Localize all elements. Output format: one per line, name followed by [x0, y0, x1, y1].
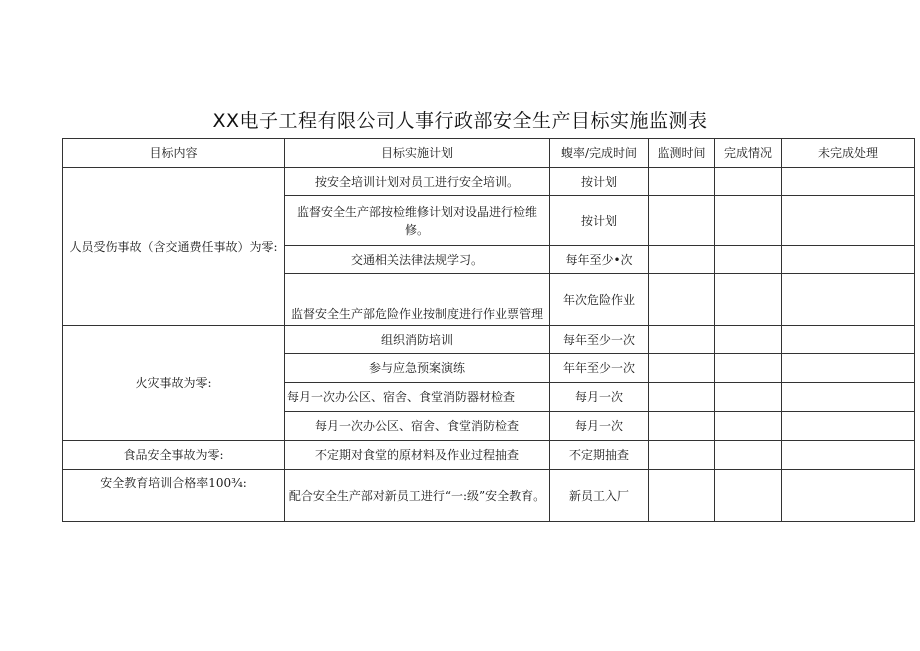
handling-cell	[782, 274, 915, 326]
monitor-time-cell	[649, 326, 715, 354]
handling-cell	[782, 326, 915, 354]
header-status: 完成情况	[715, 139, 782, 168]
status-cell	[715, 470, 782, 522]
frequency-cell: 新员工入厂	[550, 470, 649, 522]
frequency-cell: 年次危险作业	[550, 274, 649, 326]
plan-cell: 每月一次办公区、宿舍、食堂消防检查	[285, 412, 550, 441]
header-plan: 目标实施计划	[285, 139, 550, 168]
handling-cell	[782, 354, 915, 383]
plan-cell: 交通相关法律法规学习。	[285, 246, 550, 274]
header-frequency: 蝮率/完成时间	[550, 139, 649, 168]
page-title: XX电子工程有限公司人事行政部安全生产目标实施监测表	[212, 110, 708, 132]
plan-cell: 不定期对食堂的原材料及作业过程抽查	[285, 441, 550, 470]
monitor-time-cell	[649, 354, 715, 383]
frequency-cell: 每年至少•次	[550, 246, 649, 274]
status-cell	[715, 246, 782, 274]
monitoring-table	[62, 138, 915, 522]
monitor-time-cell	[649, 274, 715, 326]
plan-cell: 每月一次办公区、宿舍、食堂消防器材检查	[285, 383, 550, 412]
status-cell	[715, 274, 782, 326]
header-monitor-time: 监测时间	[649, 139, 715, 168]
plan-cell: 组织消防培训	[285, 326, 550, 354]
frequency-cell: 每年至少一次	[550, 326, 649, 354]
plan-cell: 监督安全生产部按检维修计划对设晶进行检维修。	[285, 196, 550, 246]
handling-cell	[782, 441, 915, 470]
target-cell: 人员受伤事故（含交通费任事故）为零:	[63, 168, 285, 326]
header-row	[63, 139, 915, 168]
plan-cell: 参与应急预案演练	[285, 354, 550, 383]
header-target: 目标内容	[63, 139, 285, 168]
handling-cell	[782, 412, 915, 441]
plan-cell: 监督安全生产部危险作业按制度进行作业票管理	[285, 274, 550, 326]
plan-cell: 配合安全生产部对新员工进行“一:级”安全教育。	[285, 470, 550, 522]
monitor-time-cell	[649, 246, 715, 274]
handling-cell	[782, 246, 915, 274]
table-row	[63, 470, 915, 522]
status-cell	[715, 354, 782, 383]
handling-cell	[782, 168, 915, 196]
monitor-time-cell	[649, 168, 715, 196]
handling-cell	[782, 196, 915, 246]
monitor-time-cell	[649, 383, 715, 412]
handling-cell	[782, 470, 915, 522]
handling-cell	[782, 383, 915, 412]
monitor-time-cell	[649, 412, 715, 441]
frequency-cell: 按计划	[550, 168, 649, 196]
header-handling: 未完成处理	[782, 139, 915, 168]
frequency-cell: 年年至少一次	[550, 354, 649, 383]
status-cell	[715, 441, 782, 470]
target-cell: 安全教育培训合格率100¾:	[63, 470, 285, 522]
monitor-time-cell	[649, 470, 715, 522]
status-cell	[715, 412, 782, 441]
status-cell	[715, 326, 782, 354]
table-row	[63, 326, 915, 354]
status-cell	[715, 196, 782, 246]
status-cell	[715, 383, 782, 412]
frequency-cell: 不定期抽查	[550, 441, 649, 470]
frequency-cell: 每月一次	[550, 412, 649, 441]
monitor-time-cell	[649, 196, 715, 246]
plan-cell: 按安全培训计划对员工进行安全培训。	[285, 168, 550, 196]
frequency-cell: 按计划	[550, 196, 649, 246]
monitor-time-cell	[649, 441, 715, 470]
table-row	[63, 168, 915, 196]
frequency-cell: 每月一次	[550, 383, 649, 412]
target-cell: 食品安全事故为零:	[63, 441, 285, 470]
table-row	[63, 441, 915, 470]
target-cell: 火灾事故为零:	[63, 326, 285, 441]
status-cell	[715, 168, 782, 196]
